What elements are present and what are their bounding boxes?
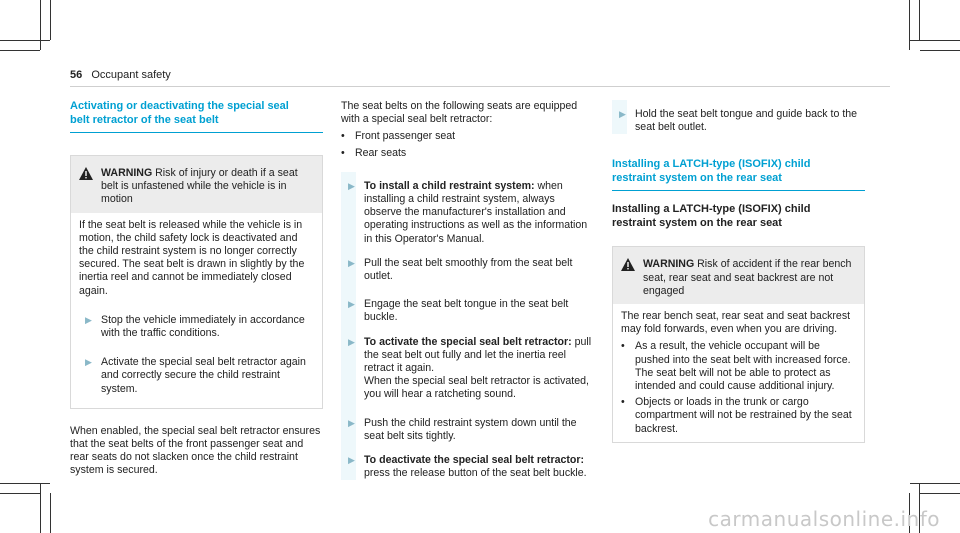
step-arrow-icon: ▶: [348, 180, 355, 191]
warning-lead: Risk of accident if the rear bench seat, rear seat and seat backrest are not engaged: [643, 258, 852, 297]
warning-body: [613, 304, 864, 442]
seat-list: [341, 130, 594, 159]
list-item: • As a result, the vehicle occupant will be pushed into the seat belt with increased force. The seat belt will not be able to protect as intended and could cause additional injury.: [621, 340, 851, 393]
step-item: ▶ Push the child restraint system down until the seat belt sits tightly.: [342, 417, 594, 443]
header-divider: [70, 86, 890, 87]
step-item: ▶ To activate the special seal belt retractor: pull the seat belt out fully and let the inertia reel retract it again. When the special seal belt retractor is activated, you will hear a ratcheting sound.: [342, 336, 594, 402]
crop-mark: [910, 483, 960, 484]
step-arrow-icon: ▶: [348, 417, 355, 428]
column-left: [70, 100, 323, 478]
paragraph: When enabled, the special seal belt retractor ensures that the seat belts of the front passenger seat and rear seats do not slacken once the child restraint system is secured.: [70, 424, 321, 477]
crop-mark: [920, 50, 960, 51]
step-item: ▶ Hold the seat belt tongue and guide back to the seat belt outlet.: [613, 100, 865, 134]
crop-mark: [920, 493, 960, 494]
crop-mark: [0, 40, 50, 41]
intro-paragraph: The seat belts on the following seats are equipped with a special seal belt retractor:: [341, 100, 578, 126]
page-header: [70, 69, 171, 81]
step-arrow-icon: ▶: [348, 336, 355, 347]
step-item: ▶ Stop the vehicle immediately in accordance with the traffic conditions.: [79, 314, 314, 340]
crop-mark: [50, 0, 51, 40]
crop-mark: [40, 0, 41, 50]
list-item: • Rear seats: [341, 146, 407, 159]
warning-icon: [621, 258, 643, 298]
crop-mark: [0, 483, 50, 484]
section-heading: Installing a LATCH-type (ISOFIX) child restraint system on the rear seat: [612, 158, 865, 191]
step-list: [612, 100, 865, 134]
warning-header: [613, 247, 864, 304]
list-item: • Objects or loads in the trunk or cargo compartment will not be restrained by the seat backrest.: [621, 396, 852, 435]
watermark: carmanualsonline.info: [708, 507, 940, 531]
warning-list: [621, 340, 856, 435]
warning-header: [71, 156, 322, 213]
warning-lead: Risk of injury or death if a seat belt is unfastened while the vehicle is in motion: [101, 167, 298, 206]
step-arrow-icon: ▶: [348, 299, 355, 310]
warning-label: WARNING: [643, 258, 695, 271]
column-right: [612, 100, 865, 443]
warning-text: If the seat belt is released while the vehicle is in motion, the child safety lock is deactivated and the child restraint system is no longer correctly secured. The seat belt is drawn in slightly by the inertia reel and cannot be immediately closed again.: [79, 218, 305, 297]
step-arrow-icon: ▶: [348, 455, 355, 466]
warning-box: [70, 155, 323, 409]
warning-box: [612, 246, 865, 442]
subheading: Installing a LATCH-type (ISOFIX) child restraint system on the rear seat: [612, 203, 811, 229]
column-middle: [341, 100, 594, 480]
list-item: • Front passenger seat: [341, 130, 456, 143]
crop-mark: [910, 40, 960, 41]
crop-mark: [0, 493, 40, 494]
warning-body: [71, 213, 322, 408]
step-arrow-icon: ▶: [619, 109, 626, 119]
warning-icon: [79, 167, 101, 207]
step-item: ▶ To install a child restraint system: when installing a child restraint system, always observe the manufacturer's installation and operating instructions as well as the information in this Operator's Manual.: [342, 172, 594, 246]
warning-label: WARNING: [101, 167, 153, 179]
crop-mark: [50, 493, 51, 533]
crop-mark: [909, 0, 910, 50]
step-item: ▶ To deactivate the special seal belt retractor: press the release button of the seat belt buckle.: [342, 454, 594, 480]
step-list: [341, 172, 594, 481]
section-title: Occupant safety: [91, 69, 171, 81]
step-arrow-icon: ▶: [85, 314, 92, 325]
step-item: ▶ Engage the seat belt tongue in the seat belt buckle.: [342, 298, 594, 324]
step-item: ▶ Pull the seat belt smoothly from the seat belt outlet.: [342, 257, 594, 283]
step-arrow-icon: ▶: [348, 257, 355, 268]
page-number: 56: [70, 69, 83, 81]
crop-mark: [0, 50, 40, 51]
section-heading: Activating or deactivating the special seal belt retractor of the seat belt: [70, 100, 323, 133]
warning-text: The rear bench seat, rear seat and seat backrest may fold forwards, even when you are driving.: [621, 310, 851, 336]
crop-mark: [919, 0, 920, 40]
crop-mark: [40, 483, 41, 533]
step-item: ▶ Activate the special seal belt retractor again and correctly secure the child restraint system.: [79, 356, 314, 396]
step-arrow-icon: ▶: [85, 357, 92, 368]
